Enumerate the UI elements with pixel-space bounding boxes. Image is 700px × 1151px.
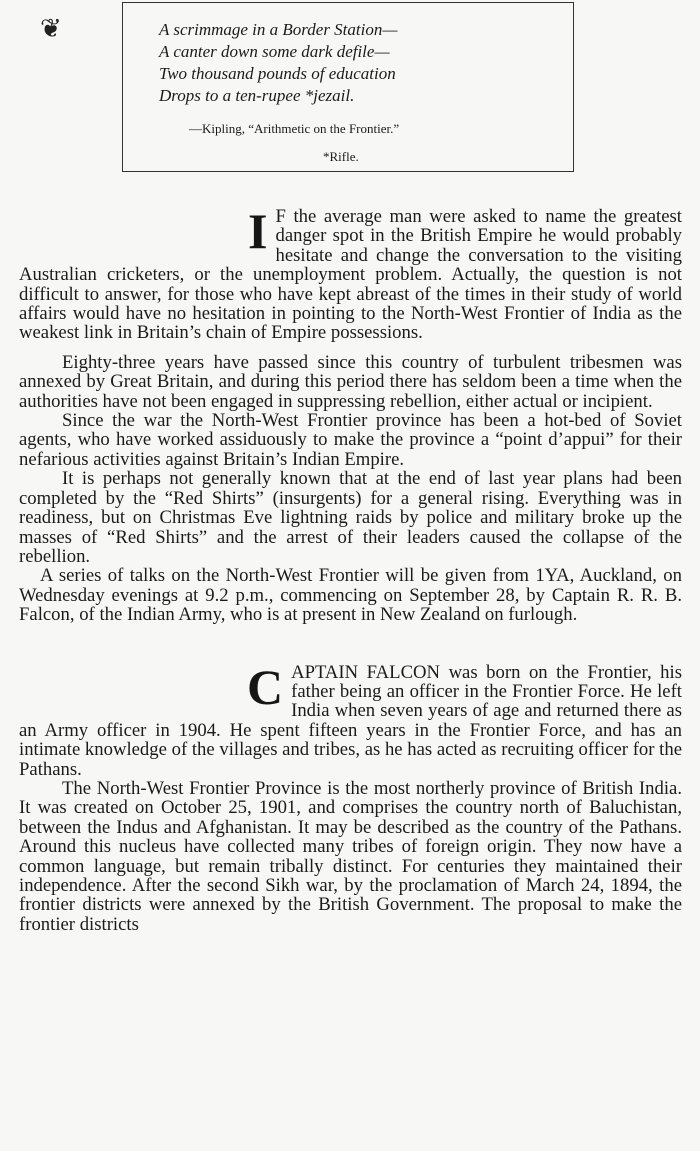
paragraph-red-shirts: It is perhaps not generally known that at the end of last year plans had been completed by the “Red Shirts” (insurgents) for a general rising. Everything was in readiness, but on Christmas Eve lightning raids by police and military broke up the masses of “Red Shirts” and the arrest of their leaders caused the collapse of the rebellion. [19,468,682,567]
paragraph-soviet-agents: Since the war the North-West Frontier province has been a hot-bed of Soviet agents, who have worked assiduously to make the province a “point d’appui” for their nefarious activities against Britain’s Indian Empire. [19,410,682,470]
drop-cap-i: I [248,203,268,259]
drop-cap-c: C [247,658,284,715]
paragraph-province-history: The North-West Frontier Province is the most northerly province of British India. It was created on October 25, 1901, and comprises the country north of Baluchistan, between the Indus and Afghanistan. It may be described as the country of the Pathans. Around this nucleus have collected many tribes of foreign origin. They now have a common language, but remain tribally distinct. For centuries they maintained their independence. After the second Sikh war, by the proclamation of March 24, 1894, the frontier districts were annexed by the British Government. The proposal to make the frontier districts [19,777,682,935]
paragraph-captain-falcon-text: APTAIN FALCON was born on the Frontier, his father being an officer in the Frontier Force. He left India when seven years of age and returned there as an Army officer in 1904. He spent fifteen years in the Frontier Force, and has an intimate knowledge of the villages and tribes, as he has acted as recruiting officer for the Pathans. [19,661,682,780]
verse-line-1: A scrimmage in a Border Station— [159,20,398,39]
paragraph-captain-falcon [19,658,682,780]
paragraph-intro [19,203,682,344]
epigraph-verse [159,19,397,107]
paragraph-annexation: Eighty-three years have passed since this country of turbulent tribesmen was annexed by Great Britain, and during this period there has seldom been a time when the authorities have not been engaged in suppressing rebellion, either actual or incipient. [19,351,682,412]
verse-line-4: Drops to a ten-rupee *jezail. [159,86,355,105]
epigraph-footnote: *Rifle. [323,149,359,164]
epigraph-attribution: —Kipling, “Arithmetic on the Frontier.” [189,121,400,136]
verse-line-3: Two thousand pounds of education [159,64,396,83]
article-body [19,203,682,935]
ornament-mark: ❦ [40,14,62,44]
verse-line-2: A canter down some dark defile— [159,42,390,61]
epigraph-box [122,2,574,172]
paragraph-talks-series: A series of talks on the North-West Frontier will be given from 1YA, Auckland, on Wednesday evenings at 9.2 p.m., commencing on September 28, by Captain R. R. B. Falcon, of the Indian Army, who is at present in New Zealand on furlough. [19,565,682,626]
paragraph-intro-text: F the average man were asked to name the greatest danger spot in the British Empire he would probably hesitate and change the conversation to the visiting Australian cricketers, or the unemployment problem. Actually, the question is not difficult to answer, for those who have kept abreast of the times in their study of world affairs would have no hesitation in pointing to the North-West Frontier of India as the weakest link in Britain’s chain of Empire possessions. [19,206,682,344]
